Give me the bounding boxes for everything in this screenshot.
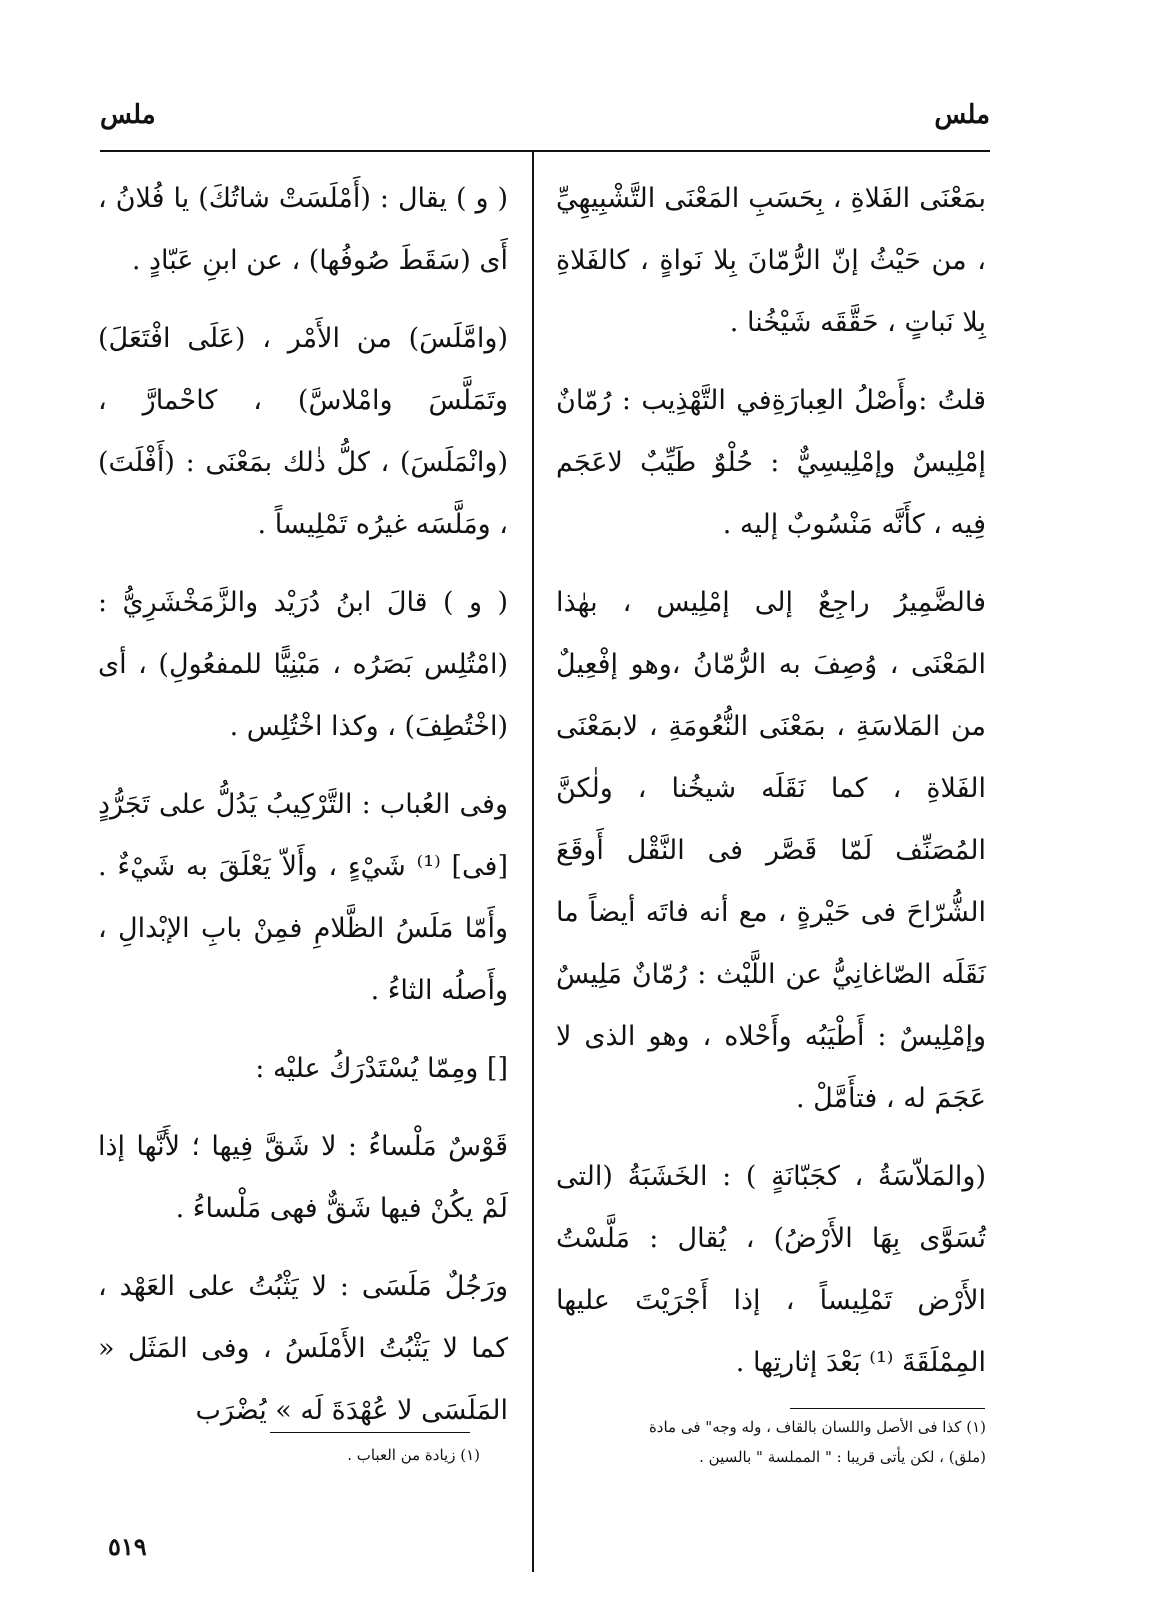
footnote-right-line: (ملق) ، لكن يأتى قريبا : " المملسة " بالسين . — [699, 1448, 986, 1466]
header-rule — [100, 150, 990, 152]
left-paragraph: [] ومِمّا يُسْتَدْرَكُ عليْه : — [255, 1053, 508, 1084]
right-paragraph: قلتُ :وأَصْلُ العِبارَةِفي التَّهْذِيب : رُمّانٌ إمْلِيسٌ وإمْلِيسِيٌّ : حُلْوٌ طَيِّبٌ لاعَجَم فِيه ، كأَنَّه مَنْسُوبٌ إليه . — [556, 385, 986, 540]
right-paragraph: (والمَلاّسَةُ ، كجَبّانَةٍ ) : الخَشَبَةُ (التى تُسَوَّى بِهَا الأَرْضُ) ، يُقال : مَلَّسْتُ الأَرْض تَمْلِيساً ، إذا أَجْرَيْتَ عليها المِمْلَقَةَ ⁽¹⁾ بَعْدَ إثارتِها . — [556, 1161, 986, 1378]
footnote-right-line: (١) كذا فى الأصل واللسان بالقاف ، وله وجه" فى مادة — [648, 1418, 986, 1436]
left-paragraph: ( و ) يقال : (أَمْلَسَتْ شاتُكَ) يا فُلانُ ، أَى (سَقَطَ صُوفُها) ، عن ابنِ عَبّادٍ . — [98, 183, 508, 276]
footnote-left: (١) زيادة من العباب . — [347, 1446, 480, 1464]
left-paragraph: (وامَّلَسَ) من الأَمْر ، (عَلَى افْتَعَلَ) وتَمَلَّسَ وامْلاسَّ) ، كاحْمارَّ ، (وانْمَلَسَ) ، كلُّ ذٰلك بمَعْنَى : (أَفْلَتَ) ، ومَلَّسَه غيرُه تَمْلِيساً . — [98, 323, 508, 540]
left-paragraph: ( و ) قالَ ابنُ دُرَيْد والزَّمَخْشَرِيُّ : (امْتُلِس بَصَرُه ، مَبْنِيًّا للمفعُولِ) ، أى (اخْتُطِفَ) ، وكذا اخْتُلِس . — [98, 587, 508, 742]
footnote-rule-right — [790, 1408, 985, 1409]
header-right-keyword: ملس — [934, 100, 990, 130]
footnote-right — [556, 1412, 986, 1472]
header-left-keyword: ملس — [100, 100, 156, 130]
left-paragraph: قَوْسٌ مَلْساءُ : لا شَقَّ فِيها ؛ لأَنَّها إذا لَمْ يكُنْ فيها شَقٌّ فهى مَلْساءُ . — [98, 1131, 508, 1224]
column-divider — [532, 152, 534, 1572]
left-paragraph: وفى العُباب : التَّرْكِيبُ يَدُلُّ على تَجَرُّدٍ [فى] ⁽¹⁾ شَيْءٍ ، وأَلاّ يَعْلَقَ به شَيْءٌ . وأَمّا مَلَسُ الظَّلامِ فمِنْ بابِ الإبْدالِ ، وأَصلُه الثاءُ . — [98, 789, 508, 1006]
left-paragraph: ورَجُلٌ مَلَسَى : لا يَثْبُتُ على العَهْد ، كما لا يَثْبُتُ الأَمْلَسُ ، وفى المَثَل « المَلَسَى لا عُهْدَةَ لَه » يُضْرَب — [98, 1271, 508, 1426]
right-column — [556, 168, 986, 1410]
left-column — [98, 168, 508, 1458]
right-paragraph: فالضَّمِيرُ راجِعٌ إلى إمْلِيس ، بهٰذا المَعْنَى ، وُصِفَ به الرُّمّانُ ،وهو إفْعِيلٌ من المَلاسَةِ ، بمَعْنَى النُّعُومَةِ ، لابمَعْنَى الفَلاةِ ، كما نَقَلَه شيخُنا ، ولٰكنَّ المُصَنِّف لَمّا قَصَّر فى النَّقْل أَوقَعَ الشُّرّاحَ فى حَيْرةٍ ، مع أنه فاتَه أيضاً ما نَقَلَه الصّاغانِيُّ عن اللَّيْث : رُمّانٌ مَلِيسٌ وإمْلِيسٌ : أَطْيَبُه وأَحْلاه ، وهو الذى لا عَجَمَ له ، فتأَمَّلْ . — [556, 587, 986, 1114]
footnote-rule-left — [270, 1432, 470, 1433]
page-number: ٥١٩ — [108, 1532, 147, 1561]
right-paragraph: بمَعْنَى الفَلاةِ ، بِحَسَبِ المَعْنَى التَّشْبِيهِيِّ ، من حَيْثُ إنّ الرُّمّانَ بِلا نَواةٍ ، كالفَلاةِ بِلا نَباتٍ ، حَقَّقَه شَيْخُنا . — [556, 183, 986, 338]
